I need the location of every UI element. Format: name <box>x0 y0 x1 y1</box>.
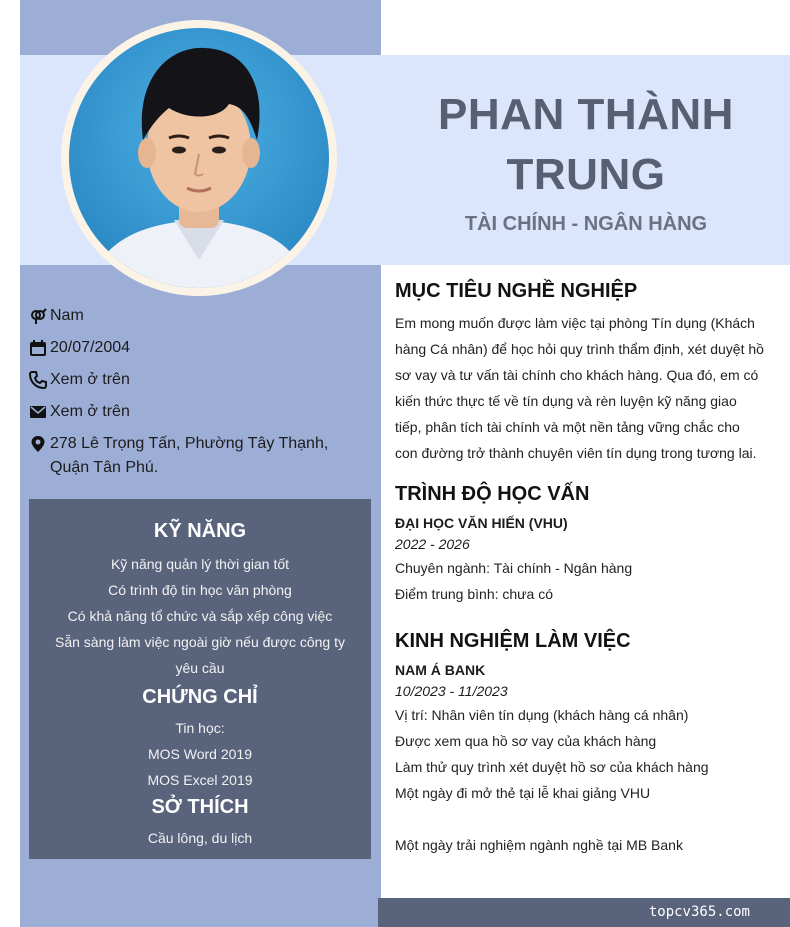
education-period: 2022 - 2026 <box>395 536 470 552</box>
experience-detail: Vị trí: Nhân viên tín dụng (khách hàng cá nhân) <box>395 707 689 723</box>
school-name: ĐẠI HỌC VĂN HIẾN (VHU) <box>395 515 568 531</box>
address-value: 278 Lê Trọng Tấn, Phường Tây Thạnh, Quận Tân Phú. <box>50 435 329 476</box>
footer-bar <box>378 898 790 927</box>
name-block <box>400 85 772 236</box>
contact-gender <box>28 304 368 328</box>
hobby-item: Cầu lông, du lịch <box>147 830 253 846</box>
certificate-item: Tin học: <box>175 720 225 736</box>
avatar <box>69 28 329 288</box>
experience-heading: KINH NGHIỆM LÀM VIỆC <box>395 630 631 652</box>
objective-heading: MỤC TIÊU NGHỀ NGHIỆP <box>395 280 638 302</box>
calendar-icon <box>28 336 48 360</box>
hobbies-heading: SỞ THÍCH <box>151 796 249 818</box>
experience-detail: Một ngày đi mở thẻ tại lễ khai giảng VHU <box>395 785 651 801</box>
contact-phone <box>28 368 368 392</box>
gender-value: Nam <box>50 307 84 324</box>
contact-address <box>28 432 368 480</box>
experience-period: 10/2023 - 11/2023 <box>395 683 508 699</box>
contact-email <box>28 400 368 424</box>
skill-item: Có khả năng tổ chức và sắp xếp công việc <box>67 608 333 624</box>
company-name: NAM Á BANK <box>395 662 486 678</box>
email-icon <box>28 400 48 424</box>
education-gpa: Điểm trung bình: chưa có <box>395 586 554 602</box>
contact-list <box>28 304 368 488</box>
contact-dob <box>28 336 368 360</box>
phone-icon <box>28 368 48 392</box>
watermark: topcv365.com <box>648 904 750 920</box>
experience-extra: Một ngày trải nghiệm ngành nghề tại MB Bank <box>395 837 683 853</box>
location-icon <box>28 432 48 456</box>
education-major: Chuyên ngành: Tài chính - Ngân hàng <box>395 560 633 576</box>
email-value: Xem ở trên <box>50 403 130 420</box>
skill-item: Có trình độ tin học văn phòng <box>108 582 292 598</box>
gender-icon <box>28 304 48 328</box>
certificates-heading: CHỨNG CHỈ <box>142 686 258 708</box>
experience-detail: Làm thử quy trình xét duyệt hồ sơ của khách hàng <box>395 759 709 775</box>
full-name-line-1: PHAN THÀNH <box>438 90 734 139</box>
skills-heading: KỸ NĂNG <box>153 520 247 542</box>
full-name-line-2: TRUNG <box>506 150 666 199</box>
education-heading: TRÌNH ĐỘ HỌC VẤN <box>395 483 590 505</box>
experience-detail: Được xem qua hồ sơ vay của khách hàng <box>395 733 657 749</box>
objective-text: Em mong muốn được làm việc tại phòng Tín dụng (Khách hàng Cá nhân) để học hỏi quy trình thẩm định, xét duyệt hồ sơ vay và tư vấn tài chính cho khách hàng. Qua đó, em có kiến thức thực tế về tín dụng và rèn luyện kỹ năng giao tiếp, phân tích tài chính và một nền tảng vững chắc cho con đường trở thành chuyên viên tín dụng trong tương lai. <box>395 315 764 461</box>
skill-item: Kỹ năng quản lý thời gian tốt <box>110 556 290 572</box>
phone-value: Xem ở trên <box>50 371 130 388</box>
avatar-portrait <box>69 28 329 288</box>
certificate-item: MOS Excel 2019 <box>147 772 253 788</box>
education-section <box>395 481 765 607</box>
experience-section <box>395 628 765 858</box>
skills-box <box>29 499 371 859</box>
skill-item: Sẵn sàng làm việc ngoài giờ nếu được công ty yêu cầu <box>54 634 345 676</box>
dob-value: 20/07/2004 <box>50 339 131 356</box>
certificate-item: MOS Word 2019 <box>147 746 252 762</box>
objective-section <box>395 278 765 466</box>
job-title: TÀI CHÍNH - NGÂN HÀNG <box>464 213 708 235</box>
